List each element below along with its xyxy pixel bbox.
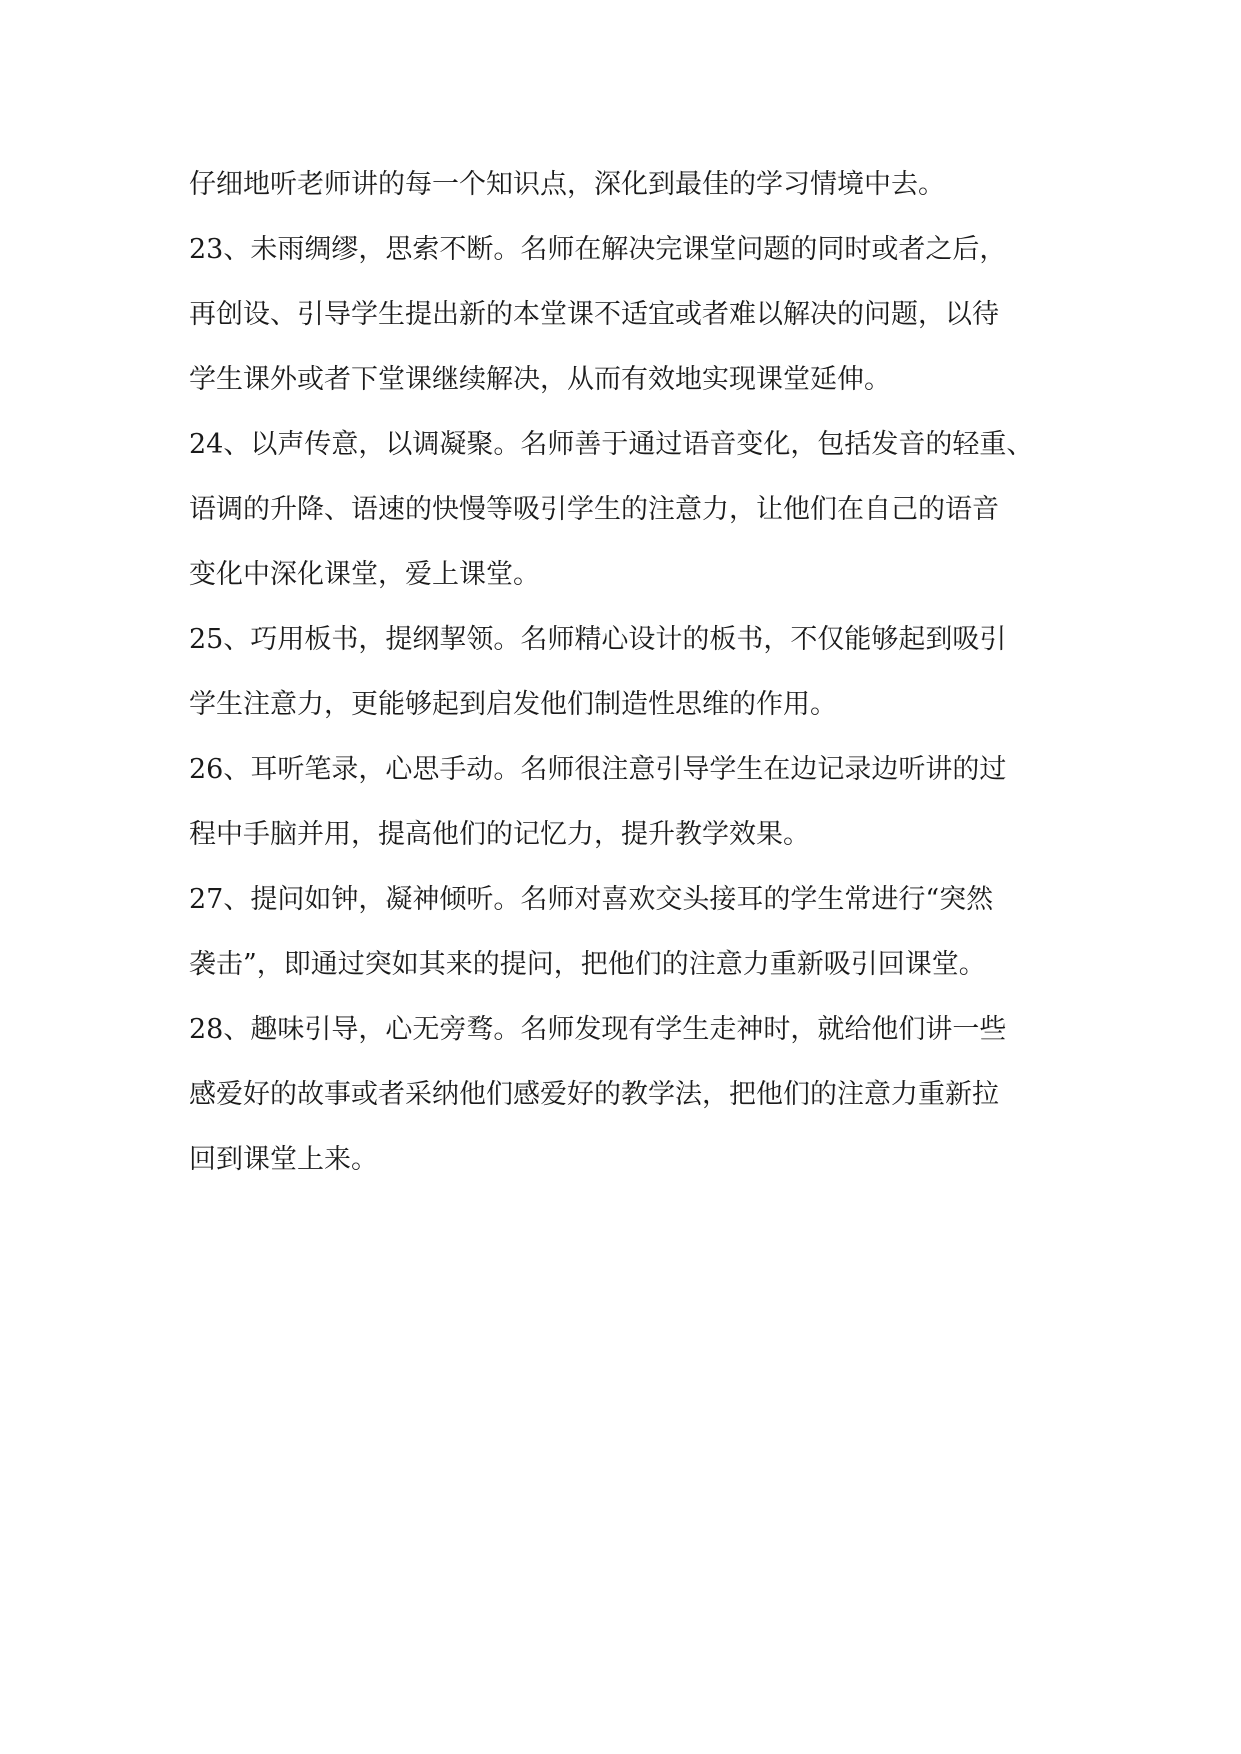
text-line: 28、趣味引导，心无旁骛。名师发现有学生走神时，就给他们讲一些 (189, 1014, 1007, 1045)
text-line: 24、以声传意，以调凝聚。名师善于通过语音变化，包括发音的轻重、 (189, 429, 1034, 460)
text-line: 仔细地听老师讲的每一个知识点，深化到最佳的学习情境中去。 (189, 169, 945, 200)
text-line: 再创设、引导学生提出新的本堂课不适宜或者难以解决的问题，以待 (189, 299, 999, 330)
text-line: 程中手脑并用，提高他们的记忆力，提升教学效果。 (189, 819, 810, 850)
text-line: 变化中深化课堂，爱上课堂。 (189, 559, 540, 590)
text-line: 学生注意力，更能够起到启发他们制造性思维的作用。 (189, 689, 837, 720)
body-text (189, 152, 1059, 1192)
text-line: 25、巧用板书，提纲挈领。名师精心设计的板书，不仅能够起到吸引 (189, 624, 1007, 655)
text-line: 感爱好的故事或者采纳他们感爱好的教学法，把他们的注意力重新拉 (189, 1079, 999, 1110)
text-line: 27、提问如钟，凝神倾听。名师对喜欢交头接耳的学生常进行“突然 (189, 884, 994, 915)
text-line: 袭击”，即通过突如其来的提问，把他们的注意力重新吸引回课堂。 (189, 949, 986, 980)
text-line: 23、未雨绸缪，思索不断。名师在解决完课堂问题的同时或者之后， (189, 234, 1007, 265)
text-line: 语调的升降、语速的快慢等吸引学生的注意力，让他们在自己的语音 (189, 494, 999, 525)
text-line: 学生课外或者下堂课继续解决，从而有效地实现课堂延伸。 (189, 364, 891, 395)
text-line: 26、耳听笔录，心思手动。名师很注意引导学生在边记录边听讲的过 (189, 754, 1007, 785)
text-line: 回到课堂上来。 (189, 1144, 378, 1175)
